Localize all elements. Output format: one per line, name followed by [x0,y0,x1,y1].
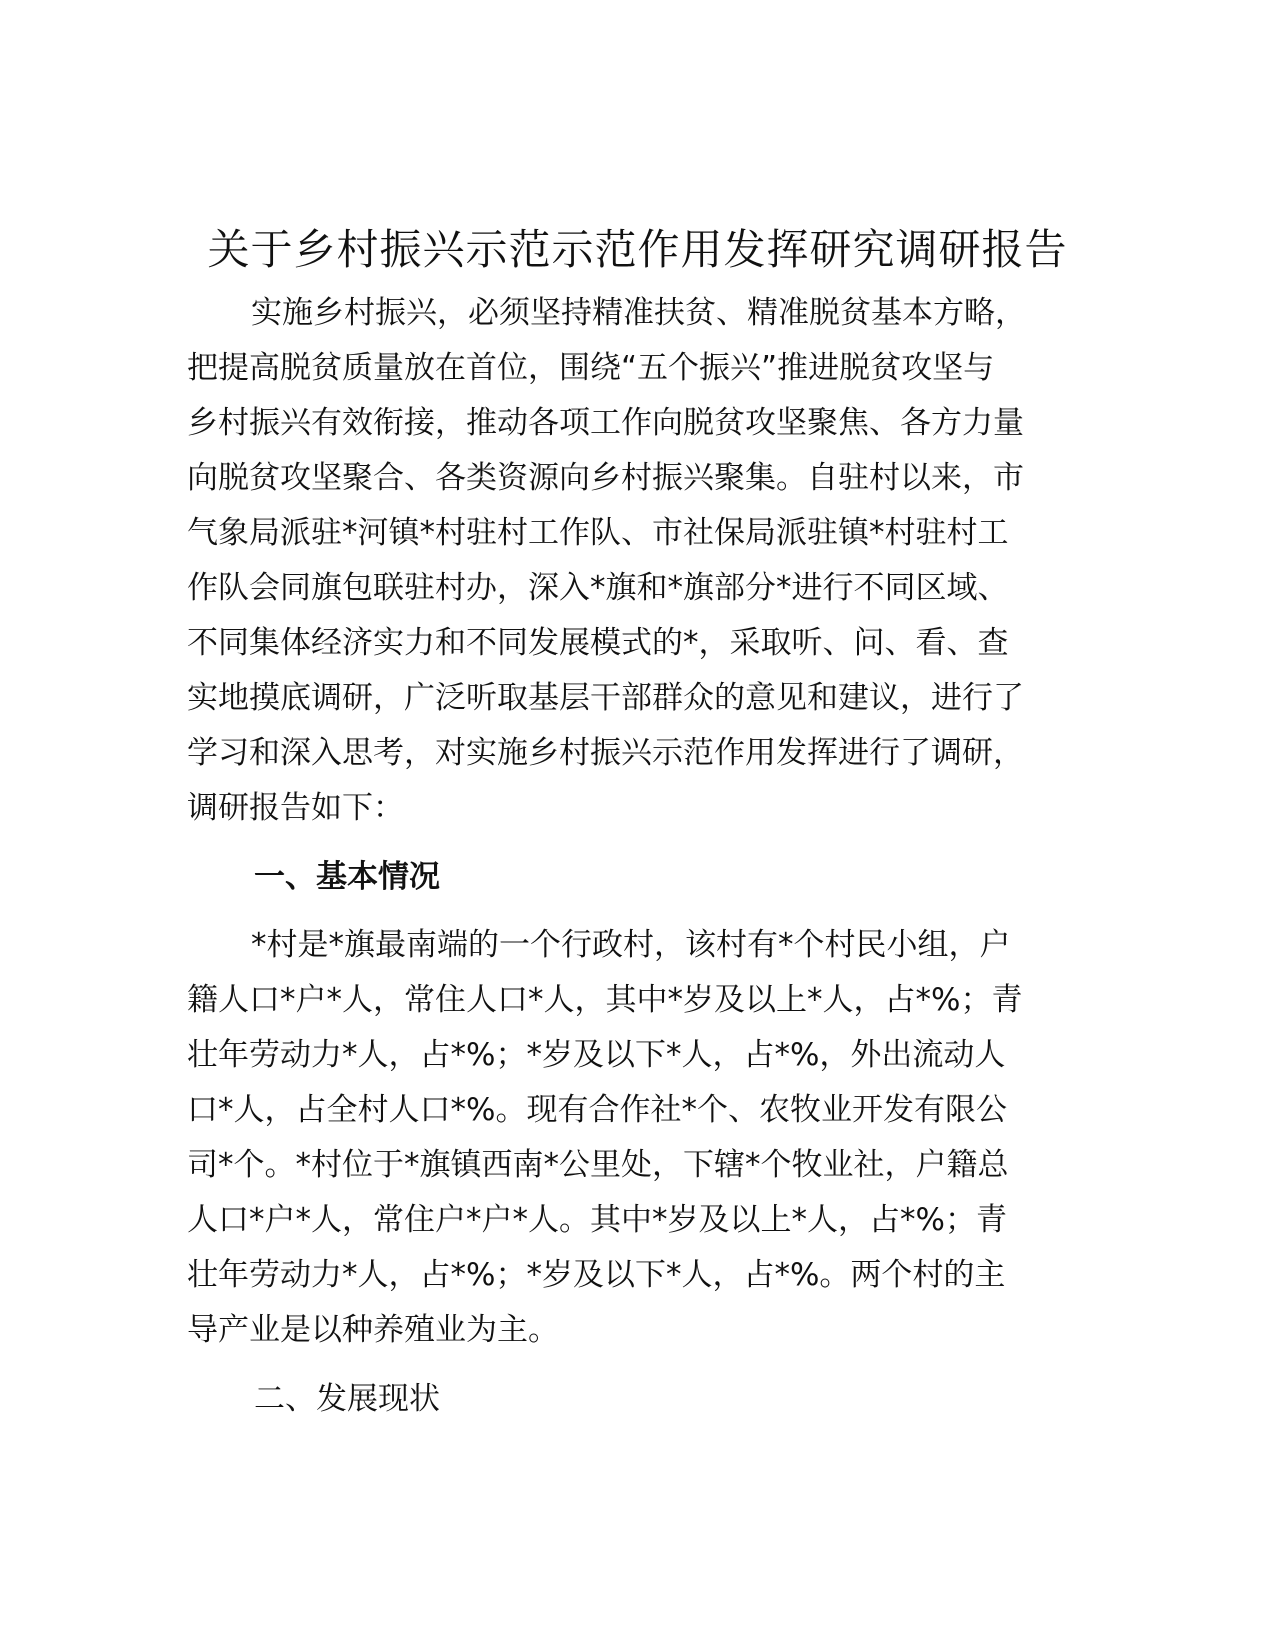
section1-line: *村是*旗最南端的一个行政村，该村有*个村民小组，户 [251,927,1011,963]
section1-line: 壮年劳动力*人，占*%；*岁及以下*人，占*%。两个村的主 [187,1257,1006,1293]
document-title: 关于乡村振兴示范示范作用发挥研究调研报告 [207,225,1068,274]
intro-line: 气象局派驻*河镇*村驻村工作队、市社保局派驻镇*村驻村工 [187,515,1009,551]
section1-line: 司*个。*村位于*旗镇西南*公里处，下辖*个牧业社，户籍总 [187,1147,1009,1183]
intro-line: 作队会同旗包联驻村办，深入*旗和*旗部分*进行不同区域、 [187,570,1009,606]
intro-line: 实地摸底调研，广泛听取基层干部群众的意见和建议，进行了 [187,680,1024,716]
intro-line: 实施乡村振兴，必须坚持精准扶贫、精准脱贫基本方略， [251,295,1026,331]
intro-line: 向脱贫攻坚聚合、各类资源向乡村振兴聚集。自驻村以来，市 [187,460,1024,496]
section1-line: 口*人，占全村人口*%。现有合作社*个、农牧业开发有限公 [187,1092,1007,1128]
section1-line: 导产业是以种养殖业为主。 [187,1312,559,1348]
section-heading-development-status: 二、发展现状 [254,1381,440,1417]
intro-line: 把提高脱贫质量放在首位，围绕“五个振兴”推进脱贫攻坚与 [187,350,995,386]
section1-line: 人口*户*人，常住户*户*人。其中*岁及以上*人，占*%；青 [187,1202,1007,1238]
section1-line: 壮年劳动力*人，占*%；*岁及以下*人，占*%，外出流动人 [187,1037,1006,1073]
intro-line: 学习和深入思考，对实施乡村振兴示范作用发挥进行了调研， [187,735,1024,771]
section-heading-basic-situation: 一、基本情况 [254,859,440,895]
intro-line: 不同集体经济实力和不同发展模式的*，采取听、问、看、查 [187,625,1009,661]
intro-line: 调研报告如下： [187,790,404,826]
intro-line: 乡村振兴有效衔接，推动各项工作向脱贫攻坚聚焦、各方力量 [187,405,1024,441]
section1-line: 籍人口*户*人，常住人口*人，其中*岁及以上*人，占*%；青 [187,982,1023,1018]
